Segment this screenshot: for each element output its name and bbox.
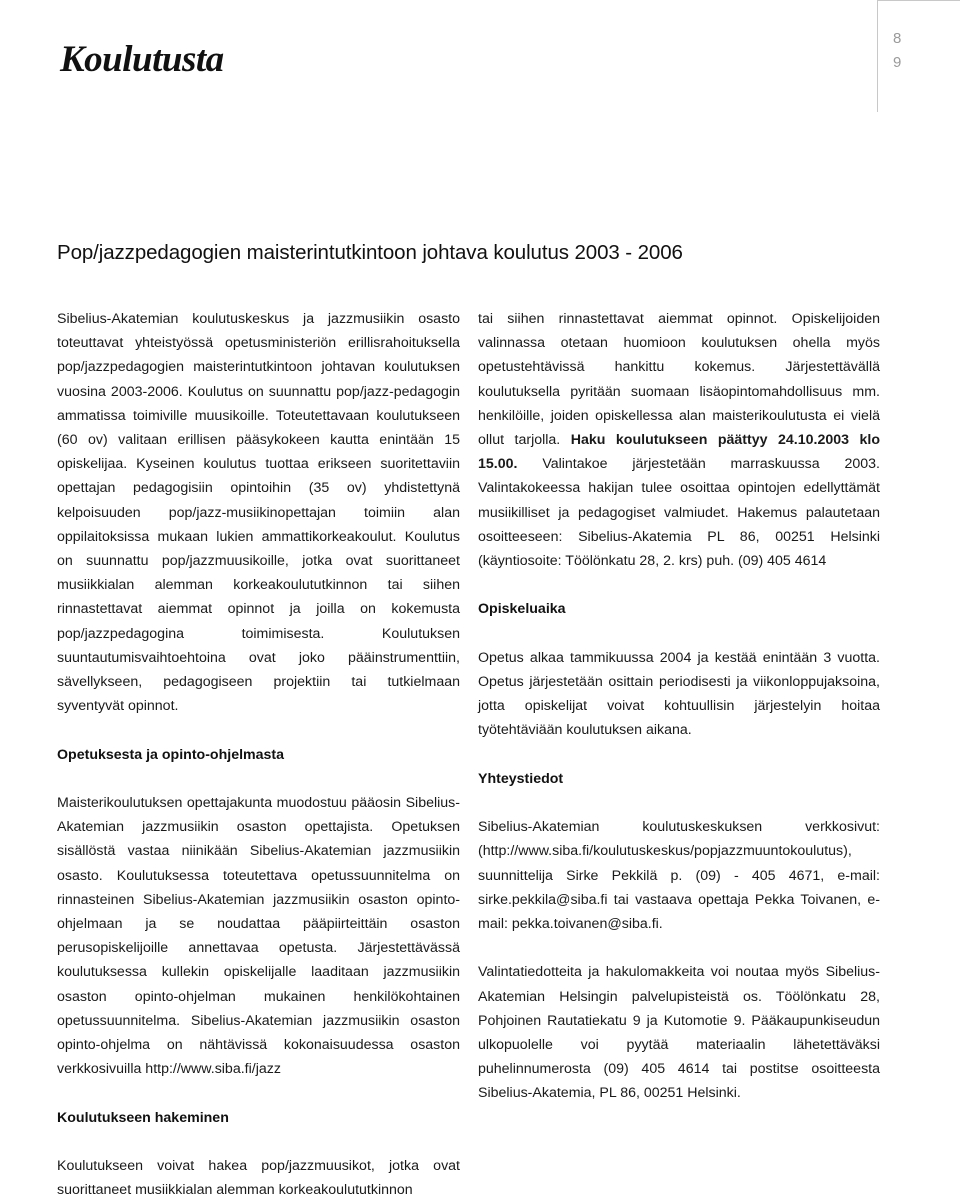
right-column	[478, 307, 880, 1106]
section-title: Koulutusta	[60, 39, 224, 80]
materials-paragraph: Valintatiedotteita ja hakulomakkeita voi noutaa myös Sibelius-Akatemian Helsingin palvelupisteistä os. Töölönkatu 28, Pohjoinen Rautatiekatu 9 ja Kutomotie 9. Pääkaupunkiseudun ulkopuolelle voi pyytää materiaalin lähetettäväksi puhelinnumerosta (09) 405 4614 tai postitse osoitteesta Sibelius-Akatemia, PL 86, 00251 Helsinki.	[478, 964, 880, 1102]
application-text-a: tai siihen rinnastettavat aiemmat opinnot. Opiskelijoiden valinnassa otetaan huomioon koulutuksen ohella myös opetustehtävissä hankittu kokemus. Järjestettävällä koulutuksella pyritään suomaan lisäopintomahdollisuus mm. henkilöille, joiden opiskellessa alan maisterikoulutusta ei vielä ollut tarjolla.	[478, 311, 880, 449]
left-column	[57, 307, 460, 1202]
heading-duration: Opiskeluaika	[478, 601, 566, 618]
contacts-paragraph: Sibelius-Akatemian koulutuskeskuksen verkkosivut: (http://www.siba.fi/koulutuskeskus/popjazzmuuntokoulutus), suunnittelija Sirke Pekkilä p. (09) - 405 4671, e-mail: sirke.pekkila@siba.fi tai vastaava opettaja Pekka Toivanen, e-mail: pekka.toivanen@siba.fi.	[478, 819, 880, 933]
intro-paragraph: Sibelius-Akatemian koulutuskeskus ja jazzmusiikin osasto toteuttavat yhteistyössä opetusministeriön erillisrahoituksella pop/jazzpedagogien maisterintutkintoon johtavan koulutuksen vuosina 2003-2006. Koulutus on suunnattu pop/jazz-pedagogin ammatissa toimiville muusikoille. Toteutettavaan koulutukseen (60 ov) valitaan erillisen pääsykokeen kautta enintään 15 opiskelijaa. Kyseinen koulutus tuottaa erikseen suoritettaviin opettajan pedagogisiin opintoihin (35 ov) yhdistettynä kelpoisuuden pop/jazz-musiikinopettajan toimiin alan oppilaitoksissa mukaan lukien ammattikorkeakoulut. Koulutus on suunnattu pop/jazzmuusikoille, jotka ovat suorittaneet musiikkialan alemman korkeakoulututkinnon tai siihen rinnastettavat aiemmat opinnot ja joilla on kokemusta pop/jazzpedagogina toimimisesta. Koulutuksen suuntautumisvaihtoehtoina ovat joko pääinstrumenttiin, sävellykseen, pedagogiseen projektiin tai tutkielmaan syventyvät opinnot.	[57, 311, 460, 715]
page-corner-divider	[877, 0, 878, 112]
article-title: Pop/jazzpedagogien maisterintutkintoon johtava koulutus 2003 - 2006	[57, 241, 683, 264]
application-paragraph-start: Koulutukseen voivat hakea pop/jazzmuusikot, jotka ovat suorittaneet musiikkialan alemman korkeakoulututkinnon	[57, 1158, 460, 1199]
application-deadline: Haku koulutukseen päättyy 24.10.2003 klo 15.00.	[478, 432, 880, 473]
page-number-right: 9	[893, 54, 902, 71]
application-paragraph-continued	[478, 307, 880, 573]
heading-application: Koulutukseen hakeminen	[57, 1109, 229, 1126]
page-corner-rule	[877, 0, 960, 1]
duration-paragraph: Opetus alkaa tammikuussa 2004 ja kestää enintään 3 vuotta. Opetus järjestetään osittain periodisesti ja viikonloppujaksoina, jotta opiskelijat voivat kohtuullisin järjestelyin hoitaa työtehtäviään koulutuksen aikana.	[478, 649, 880, 739]
curriculum-paragraph: Maisterikoulutuksen opettajakunta muodostuu pääosin Sibelius-Akatemian jazzmusiikin osaston opettajista. Opetuksen sisällöstä vastaa niinikään Sibelius-Akatemian jazzmusiikin osasto. Koulutuksessa toteutettava opetussuunnitelma on rinnasteinen Sibelius-Akatemian jazzmusiikin osaston opinto-ohjelmaan ja se noudattaa pääpiirteittäin osaston perusopiskelijoille annettavaa opetusta. Järjestettävässä koulutuksessa kullekin opiskelijalle laaditaan jazzmusiikin osaston opinto-ohjelman mukainen henkilökohtainen opetussuunnitelma. Sibelius-Akatemian jazzmusiikin osaston opinto-ohjelma on nähtävissä kokonaisuudessa osaston verkkosivuilla http://www.siba.fi/jazz	[57, 795, 460, 1078]
page-number-left: 8	[893, 30, 902, 47]
heading-contacts: Yhteystiedot	[478, 770, 564, 787]
heading-curriculum: Opetuksesta ja opinto-ohjelmasta	[57, 746, 285, 763]
application-text-b: Valintakoe järjestetään marraskuussa 2003. Valintakokeessa hakijan tulee osoittaa opintojen edellyttämät musiikilliset ja pedagogiset valmiudet. Hakemus palautetaan osoitteeseen: Sibelius-Akatemia PL 86, 00251 Helsinki (käyntiosoite: Töölönkatu 28, 2. krs) puh. (09) 405 4614	[478, 456, 880, 570]
